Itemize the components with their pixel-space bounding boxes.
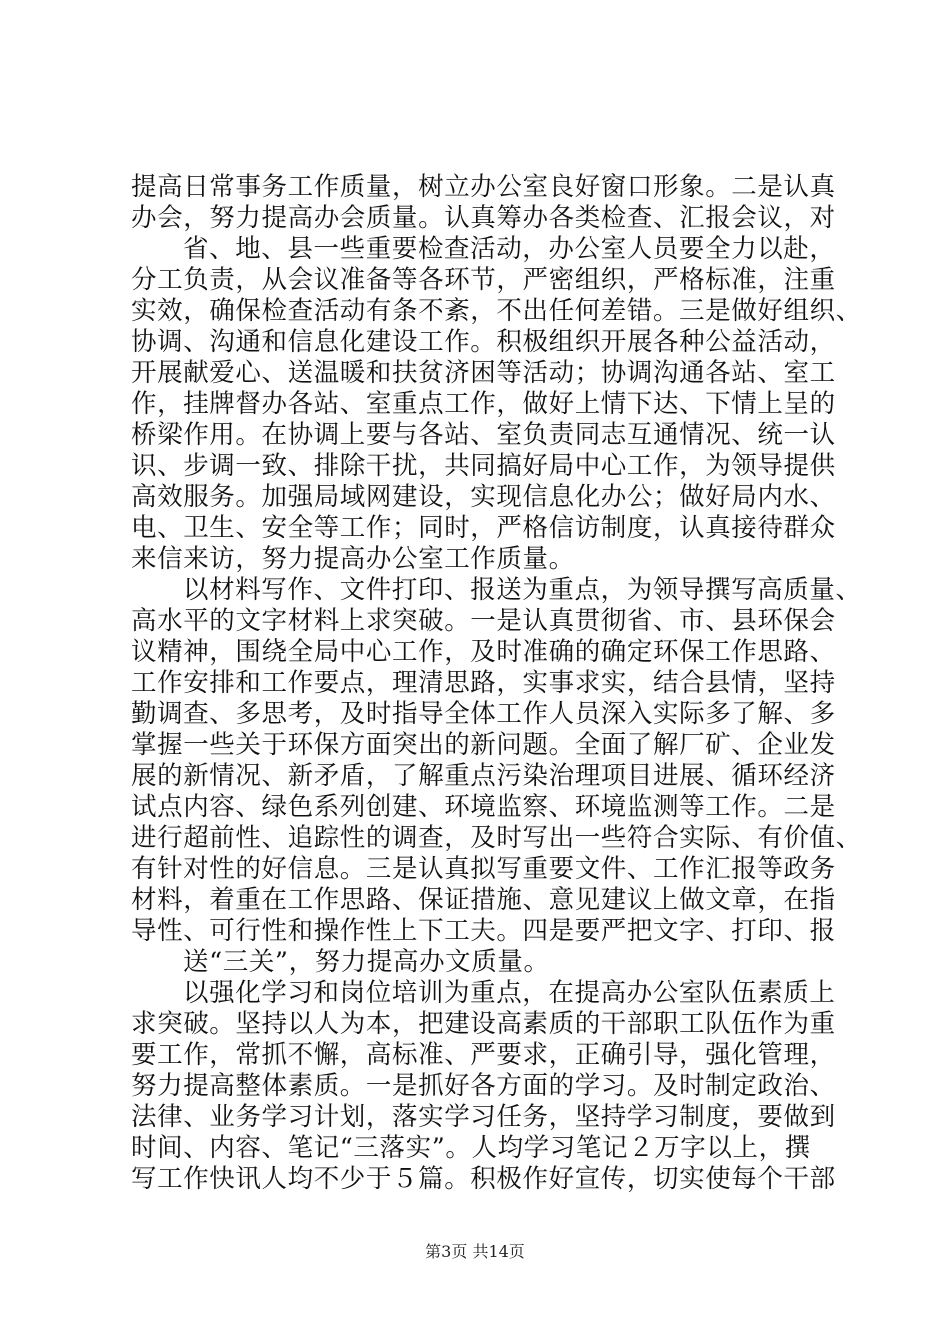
- text-line: 以材料写作、文件打印、报送为重点，为领导撰写高质量、: [183, 575, 862, 605]
- text-line: 试点内容、绿色系列创建、环境监察、环境监测等工作。二是: [131, 792, 836, 822]
- text-line: 材料，着重在工作思路、保证措施、意见建议上做文章，在指: [131, 885, 836, 915]
- text-line: 办会，努力提高办会质量。认真筹办各类检查、汇报会议，对: [131, 203, 836, 233]
- text-line: 送“三关”，努力提高办文质量。: [183, 947, 550, 977]
- text-line: 工作安排和工作要点，理清思路，实事求实，结合县情，坚持: [131, 668, 836, 698]
- text-line: 以强化学习和岗位培训为重点，在提高办公室队伍素质上: [183, 978, 836, 1008]
- text-line: 要工作，常抓不懈，高标准、严要求，正确引导，强化管理，: [131, 1040, 836, 1070]
- text-line: 电、卫生、安全等工作；同时，严格信访制度，认真接待群众: [131, 513, 836, 543]
- text-line: 省、地、县一些重要检查活动，办公室人员要全力以赴，: [183, 234, 836, 264]
- text-line: 协调、沟通和信息化建设工作。积极组织开展各种公益活动，: [131, 327, 836, 357]
- text-line: 提高日常事务工作质量，树立办公室良好窗口形象。二是认真: [131, 172, 836, 202]
- text-line: 求突破。坚持以人为本，把建设高素质的干部职工队伍作为重: [131, 1009, 836, 1039]
- text-line: 识、步调一致、排除干扰，共同搞好局中心工作，为领导提供: [131, 451, 836, 481]
- text-line: 分工负责，从会议准备等各环节，严密组织，严格标准，注重: [131, 265, 836, 295]
- document-body: [131, 172, 862, 1195]
- text-line: 掌握一些关于环保方面突出的新问题。全面了解厂矿、企业发: [131, 730, 836, 760]
- text-line: 实效，确保检查活动有条不紊，不出任何差错。三是做好组织、: [131, 296, 862, 326]
- text-line: 法律、业务学习计划，落实学习任务，坚持学习制度，要做到: [131, 1102, 836, 1132]
- text-line: 写工作快讯人均不少于５篇。积极作好宣传，切实使每个干部: [131, 1164, 836, 1194]
- text-line: 进行超前性、追踪性的调查，及时写出一些符合实际、有价值、: [131, 823, 862, 853]
- text-line: 议精神，围绕全局中心工作，及时准确的确定环保工作思路、: [131, 637, 836, 667]
- page-footer: 第3页 共14页: [425, 1242, 525, 1261]
- text-line: 努力提高整体素质。一是抓好各方面的学习。及时制定政治、: [131, 1071, 836, 1101]
- text-line: 有针对性的好信息。三是认真拟写重要文件、工作汇报等政务: [131, 854, 836, 884]
- text-line: 作，挂牌督办各站、室重点工作，做好上情下达、下情上呈的: [131, 389, 836, 419]
- text-line: 时间、内容、笔记“三落实”。人均学习笔记２万字以上，撰: [131, 1133, 811, 1163]
- text-line: 桥梁作用。在协调上要与各站、室负责同志互通情况、统一认: [131, 420, 836, 450]
- text-line: 导性、可行性和操作性上下工夫。四是要严把文字、打印、报: [131, 916, 836, 946]
- text-line: 勤调查、多思考，及时指导全体工作人员深入实际多了解、多: [131, 699, 836, 729]
- text-line: 高效服务。加强局域网建设，实现信息化办公；做好局内水、: [131, 482, 836, 512]
- text-line: 来信来访，努力提高办公室工作质量。: [131, 544, 575, 574]
- text-line: 展的新情况、新矛盾，了解重点污染治理项目进展、循环经济: [131, 761, 836, 791]
- text-line: 开展献爱心、送温暖和扶贫济困等活动；协调沟通各站、室工: [131, 358, 836, 388]
- text-line: 高水平的文字材料上求突破。一是认真贯彻省、市、县环保会: [131, 606, 836, 636]
